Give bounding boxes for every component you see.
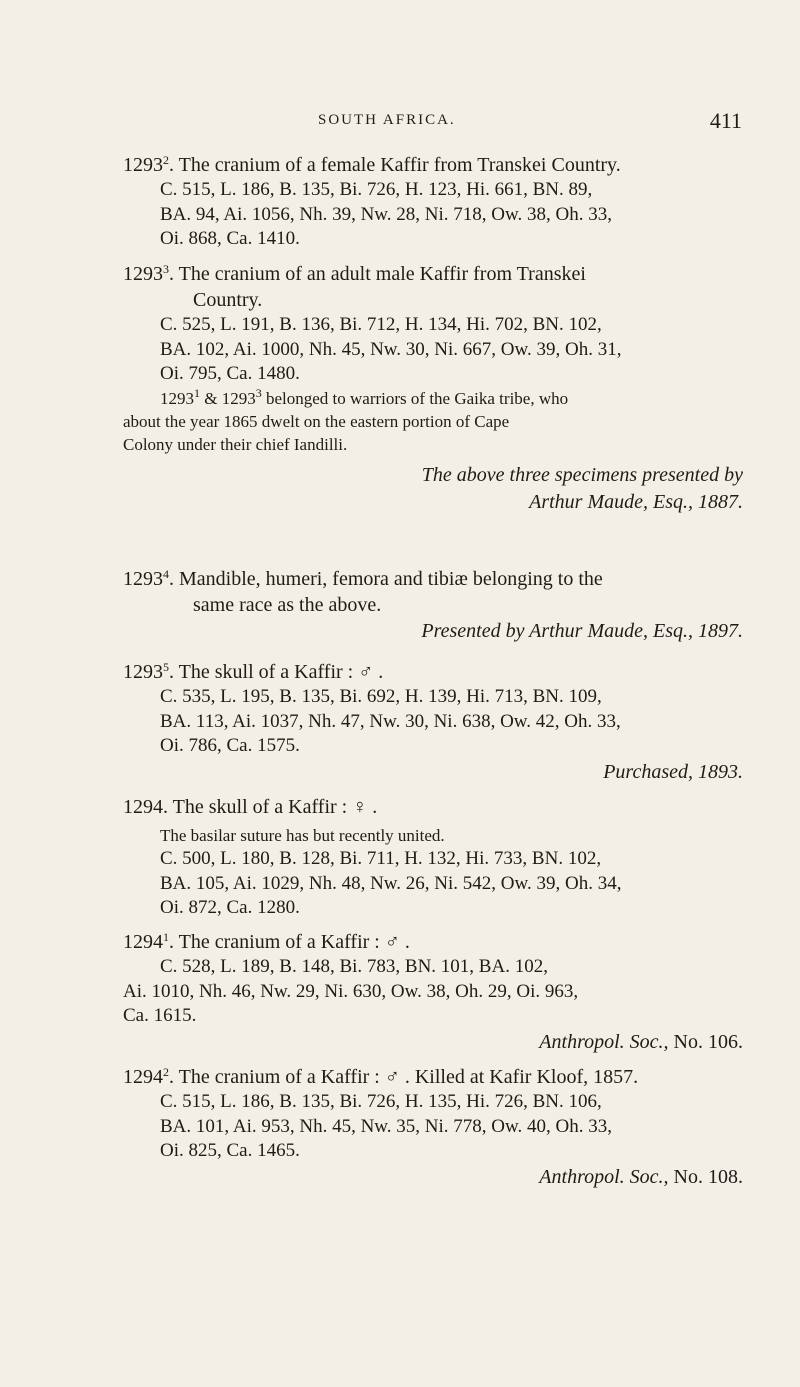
measurement-line: BA. 94, Ai. 1056, Nh. 39, Nw. 28, Ni. 718, Ow. 38, Oh. 33, xyxy=(160,203,612,225)
entry-heading xyxy=(123,1064,743,1090)
credit-line: Purchased, 1893. xyxy=(603,760,743,783)
measurement-line: BA. 101, Ai. 953, Nh. 45, Nw. 35, Ni. 778, Ow. 40, Oh. 33, xyxy=(160,1115,612,1137)
measurement-line: Ca. 1615. xyxy=(123,1005,197,1026)
entry-superscript: 1 xyxy=(163,930,169,944)
credit-line: Arthur Maude, Esq., 1887. xyxy=(529,490,743,513)
entry-number: 1294 xyxy=(123,931,163,953)
entry-note xyxy=(123,387,743,456)
entry-superscript: 5 xyxy=(163,660,169,674)
entry-superscript: 4 xyxy=(163,567,169,581)
credit-line: The above three specimens presented by xyxy=(421,463,743,486)
note-ref: 1293 xyxy=(160,388,194,408)
entry-description-continued: Country. xyxy=(193,289,263,311)
note-line: about the year 1865 dwelt on the eastern portion of Cape xyxy=(123,411,510,431)
catalogue-entry xyxy=(123,1064,743,1191)
entry-description: . The cranium of an adult male Kaffir from Transkei xyxy=(169,263,586,285)
measurement-line: Oi. 795, Ca. 1480. xyxy=(160,363,300,384)
entry-heading xyxy=(123,261,743,287)
credit-line: Presented by Arthur Maude, Esq., 1897. xyxy=(421,620,743,642)
measurement-line: Oi. 825, Ca. 1465. xyxy=(160,1140,300,1161)
credit-line xyxy=(123,1029,743,1056)
entry-heading xyxy=(123,566,743,592)
credit-source: Anthropol. Soc., xyxy=(539,1030,669,1053)
measurement-line: C. 515, L. 186, B. 135, Bi. 726, H. 123, Hi. 661, BN. 89, xyxy=(160,179,593,200)
page-number: 411 xyxy=(709,108,742,133)
credit-line xyxy=(123,1164,743,1191)
entry-heading xyxy=(123,152,743,178)
note-ref-sup: 3 xyxy=(255,385,262,400)
measurement-line: C. 515, L. 186, B. 135, Bi. 726, H. 135, Hi. 726, BN. 106, xyxy=(160,1091,602,1112)
catalogue-entry xyxy=(123,794,743,921)
note-line xyxy=(160,387,743,410)
credit-number: No. 108. xyxy=(668,1165,743,1188)
entry-number: 1293 xyxy=(123,263,163,285)
entry-superscript: 3 xyxy=(163,262,169,276)
entry-number: 1293 xyxy=(123,568,163,590)
measurement-line: Ai. 1010, Nh. 46, Nw. 29, Ni. 630, Ow. 38, Oh. 29, Oi. 963, xyxy=(123,980,579,1002)
measurement-line: C. 528, L. 189, B. 148, Bi. 783, BN. 101, BA. 102, xyxy=(160,956,548,977)
entry-description: . The skull of a Kaffir : ♀ . xyxy=(163,796,378,818)
running-head xyxy=(0,108,800,138)
entry-heading xyxy=(123,659,743,685)
catalogue-entry xyxy=(123,566,743,645)
note-ref: & 1293 xyxy=(200,388,256,408)
measurement-line: BA. 113, Ai. 1037, Nh. 47, Nw. 30, Ni. 638, Ow. 42, Oh. 33, xyxy=(160,710,621,732)
credit-number: No. 106. xyxy=(668,1030,743,1053)
running-title: SOUTH AFRICA. xyxy=(318,112,456,128)
entry-heading xyxy=(123,929,743,955)
note-ref-sup: 1 xyxy=(194,385,200,400)
entry-heading xyxy=(123,794,743,820)
entry-number: 1293 xyxy=(123,154,163,176)
entry-superscript: 2 xyxy=(163,153,169,167)
measurement-line: BA. 102, Ai. 1000, Nh. 45, Nw. 30, Ni. 667, Ow. 39, Oh. 31, xyxy=(160,338,622,360)
catalogue-entry xyxy=(123,659,743,786)
measurement-line: Oi. 786, Ca. 1575. xyxy=(160,735,300,756)
measurement-line: C. 525, L. 191, B. 136, Bi. 712, H. 134, Hi. 702, BN. 102, xyxy=(160,314,602,335)
measurement-line: Oi. 872, Ca. 1280. xyxy=(160,897,300,918)
entry-note: The basilar suture has but recently united. xyxy=(160,826,445,845)
entry-superscript: 2 xyxy=(163,1065,169,1079)
entry-description: . The cranium of a Kaffir : ♂ . xyxy=(169,931,410,953)
entry-description-continued: same race as the above. xyxy=(193,594,382,616)
entry-description: . The skull of a Kaffir : ♂ . xyxy=(169,661,384,683)
entry-description: . The cranium of a female Kaffir from Transkei Country. xyxy=(169,154,621,176)
entry-number: 1293 xyxy=(123,661,163,683)
credit-source: Anthropol. Soc., xyxy=(539,1165,669,1188)
catalogue-entry xyxy=(123,261,743,516)
catalogue-entry xyxy=(123,152,743,252)
measurement-line: C. 535, L. 195, B. 135, Bi. 692, H. 139, Hi. 713, BN. 109, xyxy=(160,686,602,707)
entry-description: . Mandible, humeri, femora and tibiæ belonging to the xyxy=(169,568,603,590)
entry-number: 1294 xyxy=(123,796,163,818)
measurement-line: C. 500, L. 180, B. 128, Bi. 711, H. 132, Hi. 733, BN. 102, xyxy=(160,848,602,869)
entry-description: . The cranium of a Kaffir : ♂ . Killed at Kafir Kloof, 1857. xyxy=(169,1066,639,1088)
note-text: belonged to warriors of the Gaika tribe, who xyxy=(261,388,569,408)
entry-number: 1294 xyxy=(123,1066,163,1088)
catalogue-entry xyxy=(123,929,743,1056)
measurement-line: Oi. 868, Ca. 1410. xyxy=(160,228,300,249)
measurement-line: BA. 105, Ai. 1029, Nh. 48, Nw. 26, Ni. 542, Ow. 39, Oh. 34, xyxy=(160,872,622,894)
note-line: Colony under their chief Iandilli. xyxy=(123,434,348,454)
